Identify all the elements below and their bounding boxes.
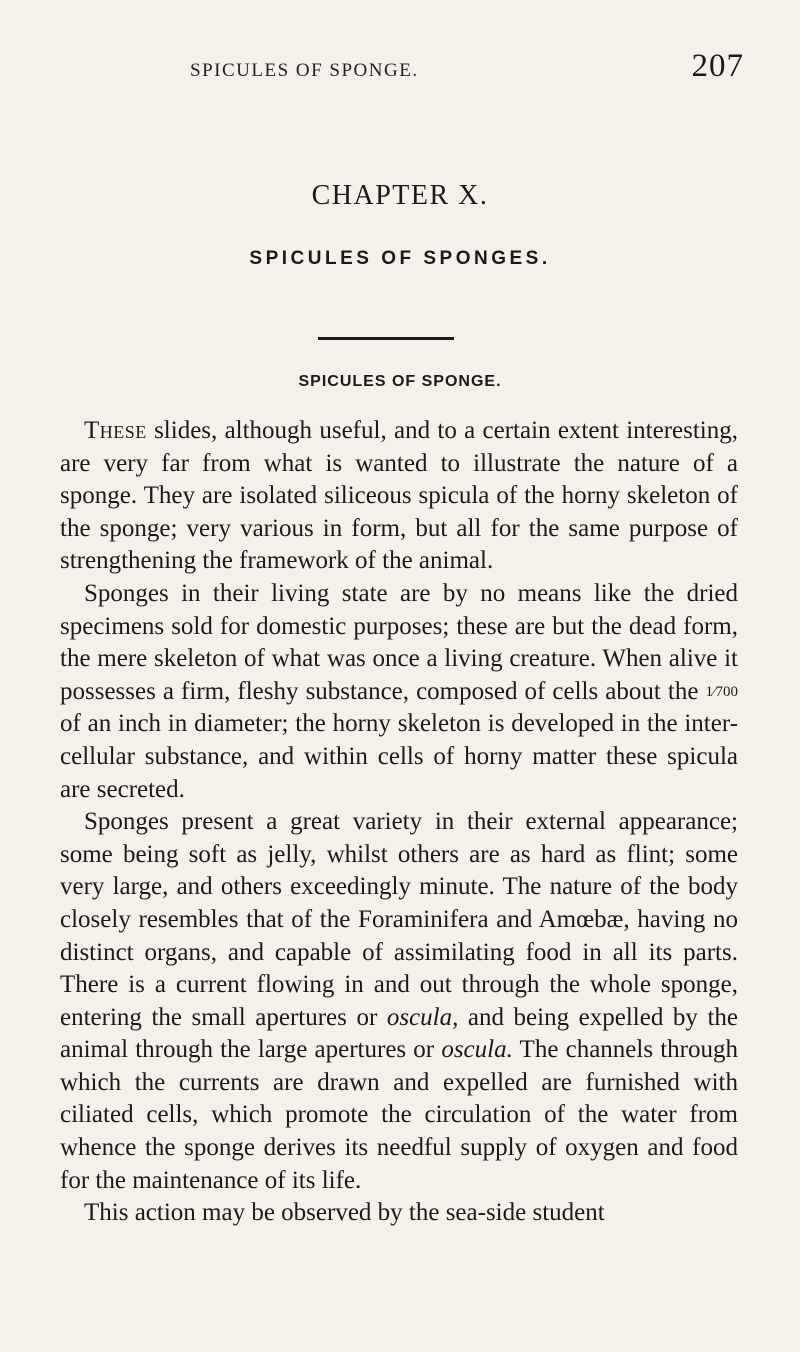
running-head: SPICULES OF SPONGE.: [190, 60, 419, 81]
paragraph-2-text-a: Sponges in their living state are by no means like the dried specimens sold for domestic purposes; these are but the dead form, the mere skeleton of what was once a living creature. When alive it possesses a firm, fleshy substance, composed of cells about the: [60, 579, 738, 705]
section-heading: SPICULES OF SPONGE.: [298, 373, 502, 390]
paragraph-3-text-a: Sponges present a great variety in their external appearance; some being soft as jelly, whilst others are as hard as flint; some very large, and others exceedingly minute. The nature of the body closely resembles that of the Foraminifera and Amœbæ, having no distinct organs, and capable of assimilating food in all its parts. There is a current flowing in and out through the whole sponge, entering the small apertures or: [60, 808, 738, 1031]
paragraph-2-text-b: of an inch in diameter; the horny skeleton is developed in the inter-cellular substance, and within cells of horny matter these spicula are secreted.: [60, 710, 738, 803]
section-divider-rule: [318, 337, 454, 340]
fraction: 1⁄700: [705, 683, 738, 700]
paragraph-lead-word: These: [84, 417, 147, 444]
paragraph-4: [60, 1197, 738, 1230]
paragraph-2: [60, 578, 738, 806]
paragraph-3-text-b: and being expelled by the animal through the large apertures or: [60, 1003, 738, 1064]
paragraph-3-text-c: The channels through which the currents are drawn and expelled are furnished with ciliated cells, which promote the circulation of the water from whence the sponge derives its needful supply of oxygen and food for the maintenance of its life.: [60, 1036, 738, 1194]
chapter-title: CHAPTER X.: [311, 180, 489, 211]
paragraph-1-text: slides, although useful, and to a certain extent interesting, are very far from what is wanted to illustrate the nature of a sponge. They are isolated siliceous spicula of the horny skeleton of the sponge; very various in form, but all for the same purpose of strengthening the framework of the animal.: [60, 417, 738, 575]
paragraph-4-text: This action may be observed by the sea-side student: [84, 1199, 605, 1227]
paragraph-1: [60, 415, 738, 578]
chapter-subtitle: SPICULES OF SPONGES.: [249, 248, 551, 269]
page-number: 207: [691, 48, 744, 84]
italic-term-oscula-1: oscula,: [386, 1003, 459, 1031]
body-text: [60, 415, 738, 1230]
paragraph-3: [60, 806, 738, 1197]
italic-term-oscula-2: oscula.: [441, 1036, 513, 1064]
